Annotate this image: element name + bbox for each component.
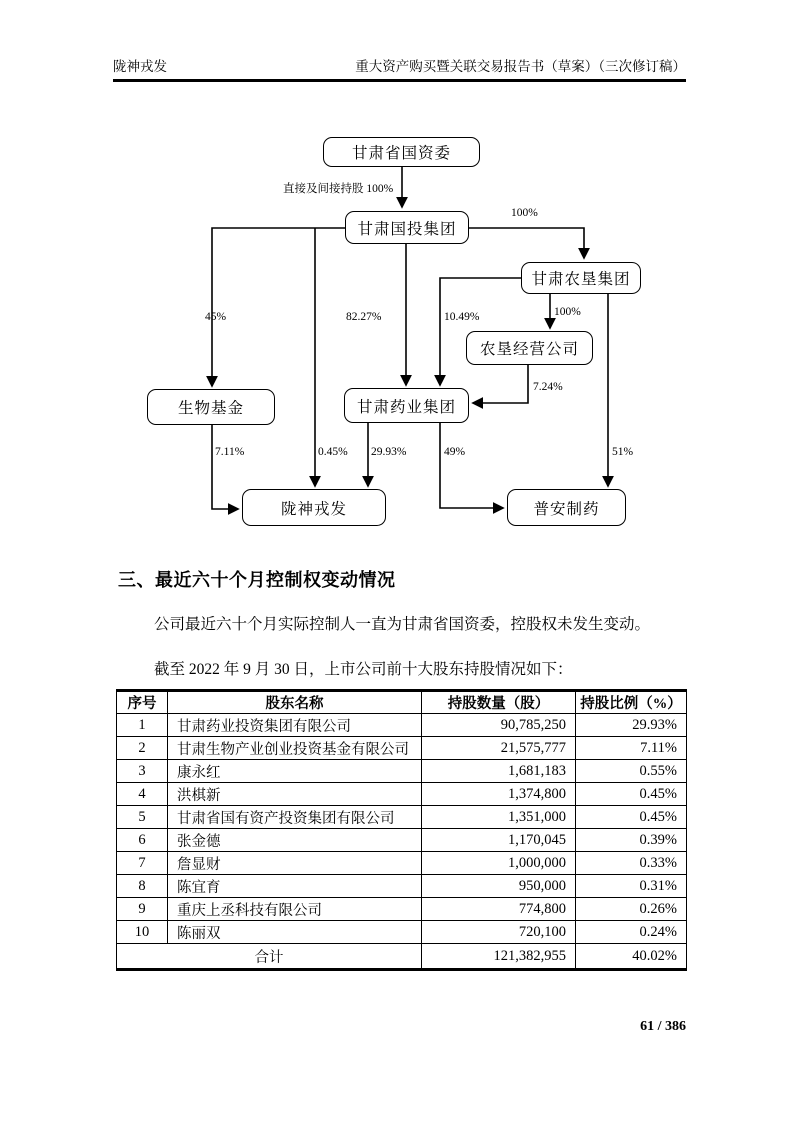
- cell-ratio: 7.11%: [576, 737, 687, 760]
- cell-shareholder: 陈宜育: [168, 875, 422, 898]
- table-row: [117, 760, 687, 783]
- diagram-node-nongken: 甘肃农垦集团: [521, 262, 641, 294]
- cell-index: 9: [117, 898, 168, 921]
- paragraph-table-intro: 截至 2022 年 9 月 30 日，上市公司前十大股东持股情况如下：: [154, 661, 573, 678]
- cell-shares: 1,681,183: [422, 760, 576, 783]
- col-header-shareholder: 股东名称: [168, 691, 422, 714]
- cell-ratio: 0.55%: [576, 760, 687, 783]
- col-header-index: 序号: [117, 691, 168, 714]
- ownership-diagram: [0, 0, 793, 560]
- section-title: 三、最近六十个月控制权变动情况: [118, 570, 396, 590]
- edge-label-nongken-yaoye: 10.49%: [444, 311, 480, 323]
- edge-label-guotou-shengwu: 45%: [205, 311, 227, 323]
- cell-ratio: 0.24%: [576, 921, 687, 944]
- cell-shareholder: 詹显财: [168, 852, 422, 875]
- cell-ratio: 0.33%: [576, 852, 687, 875]
- cell-shareholder: 甘肃生物产业创业投资基金有限公司: [168, 737, 422, 760]
- cell-shareholder: 陈丽双: [168, 921, 422, 944]
- diagram-node-jingying: 农垦经营公司: [466, 331, 593, 365]
- cell-ratio: 0.39%: [576, 829, 687, 852]
- col-header-ratio: 持股比例（%）: [576, 691, 687, 714]
- cell-index: 7: [117, 852, 168, 875]
- cell-index: 8: [117, 875, 168, 898]
- cell-index: 10: [117, 921, 168, 944]
- edge-label-shengwu-longshen: 7.11%: [215, 446, 245, 458]
- cell-shares: 90,785,250: [422, 714, 576, 737]
- total-shares: 121,382,955: [422, 944, 576, 970]
- diagram-node-puan: 普安制药: [507, 489, 626, 526]
- cell-shares: 720,100: [422, 921, 576, 944]
- edge-shengwu-longshen: [212, 425, 238, 509]
- cell-index: 6: [117, 829, 168, 852]
- table-row: [117, 737, 687, 760]
- cell-shares: 950,000: [422, 875, 576, 898]
- cell-ratio: 0.45%: [576, 783, 687, 806]
- cell-index: 1: [117, 714, 168, 737]
- edge-yaoye-puan: [440, 423, 503, 508]
- table-row: [117, 783, 687, 806]
- total-label: 合计: [117, 944, 422, 970]
- cell-shares: 774,800: [422, 898, 576, 921]
- edge-jingying-yaoye: [473, 365, 528, 403]
- edge-label-guotou-yaoye: 82.27%: [346, 311, 382, 323]
- cell-shareholder: 康永红: [168, 760, 422, 783]
- diagram-node-guoziwei: 甘肃省国资委: [323, 137, 480, 167]
- table-row: [117, 921, 687, 944]
- cell-shareholder: 甘肃药业投资集团有限公司: [168, 714, 422, 737]
- cell-ratio: 0.45%: [576, 806, 687, 829]
- cell-shares: 1,170,045: [422, 829, 576, 852]
- edge-label-guoziwei-guotou: 直接及间接持股 100%: [283, 183, 394, 195]
- table-row: [117, 806, 687, 829]
- page-number: 61 / 386: [640, 1019, 686, 1034]
- cell-ratio: 29.93%: [576, 714, 687, 737]
- cell-ratio: 0.26%: [576, 898, 687, 921]
- edge-label-guotou-nongken: 100%: [511, 207, 538, 219]
- cell-index: 3: [117, 760, 168, 783]
- cell-index: 2: [117, 737, 168, 760]
- cell-shares: 1,351,000: [422, 806, 576, 829]
- cell-shareholder: 重庆上丞科技有限公司: [168, 898, 422, 921]
- header-right-title: 重大资产购买暨关联交易报告书（草案）（三次修订稿）: [355, 59, 686, 74]
- edge-guotou-nongken: [469, 228, 584, 258]
- ownership-diagram-lines: [0, 0, 793, 560]
- edge-label-nongken-jingying: 100%: [554, 306, 581, 318]
- cell-ratio: 0.31%: [576, 875, 687, 898]
- edge-label-jingying-yaoye: 7.24%: [533, 381, 563, 393]
- table-header-row: [117, 691, 687, 714]
- table-row: [117, 852, 687, 875]
- cell-index: 5: [117, 806, 168, 829]
- edge-label-guotou-longshen: 0.45%: [318, 446, 348, 458]
- table-row: [117, 714, 687, 737]
- table-row: [117, 875, 687, 898]
- cell-shareholder: 张金德: [168, 829, 422, 852]
- cell-shareholder: 洪棋新: [168, 783, 422, 806]
- table-row: [117, 829, 687, 852]
- diagram-node-yaoye: 甘肃药业集团: [344, 388, 469, 423]
- cell-shareholder: 甘肃省国有资产投资集团有限公司: [168, 806, 422, 829]
- cell-shares: 1,374,800: [422, 783, 576, 806]
- diagram-node-longshen: 陇神戎发: [242, 489, 386, 526]
- cell-index: 4: [117, 783, 168, 806]
- edge-label-yaoye-longshen: 29.93%: [371, 446, 407, 458]
- edge-guotou-shengwu: [212, 228, 345, 386]
- cell-shares: 1,000,000: [422, 852, 576, 875]
- table-total-row: [117, 944, 687, 970]
- diagram-node-shengwu: 生物基金: [147, 389, 275, 425]
- col-header-shares: 持股数量（股）: [422, 691, 576, 714]
- shareholders-table: [116, 689, 687, 971]
- diagram-node-guotou: 甘肃国投集团: [345, 211, 469, 244]
- cell-shares: 21,575,777: [422, 737, 576, 760]
- paragraph-control-change: 公司最近六十个月实际控制人一直为甘肃省国资委，控股权未发生变动。: [154, 616, 651, 633]
- edge-label-nongken-puan: 51%: [612, 446, 634, 458]
- table-row: [117, 898, 687, 921]
- edge-label-yaoye-puan: 49%: [444, 446, 466, 458]
- header-left-title: 陇神戎发: [113, 59, 167, 74]
- total-ratio: 40.02%: [576, 944, 687, 970]
